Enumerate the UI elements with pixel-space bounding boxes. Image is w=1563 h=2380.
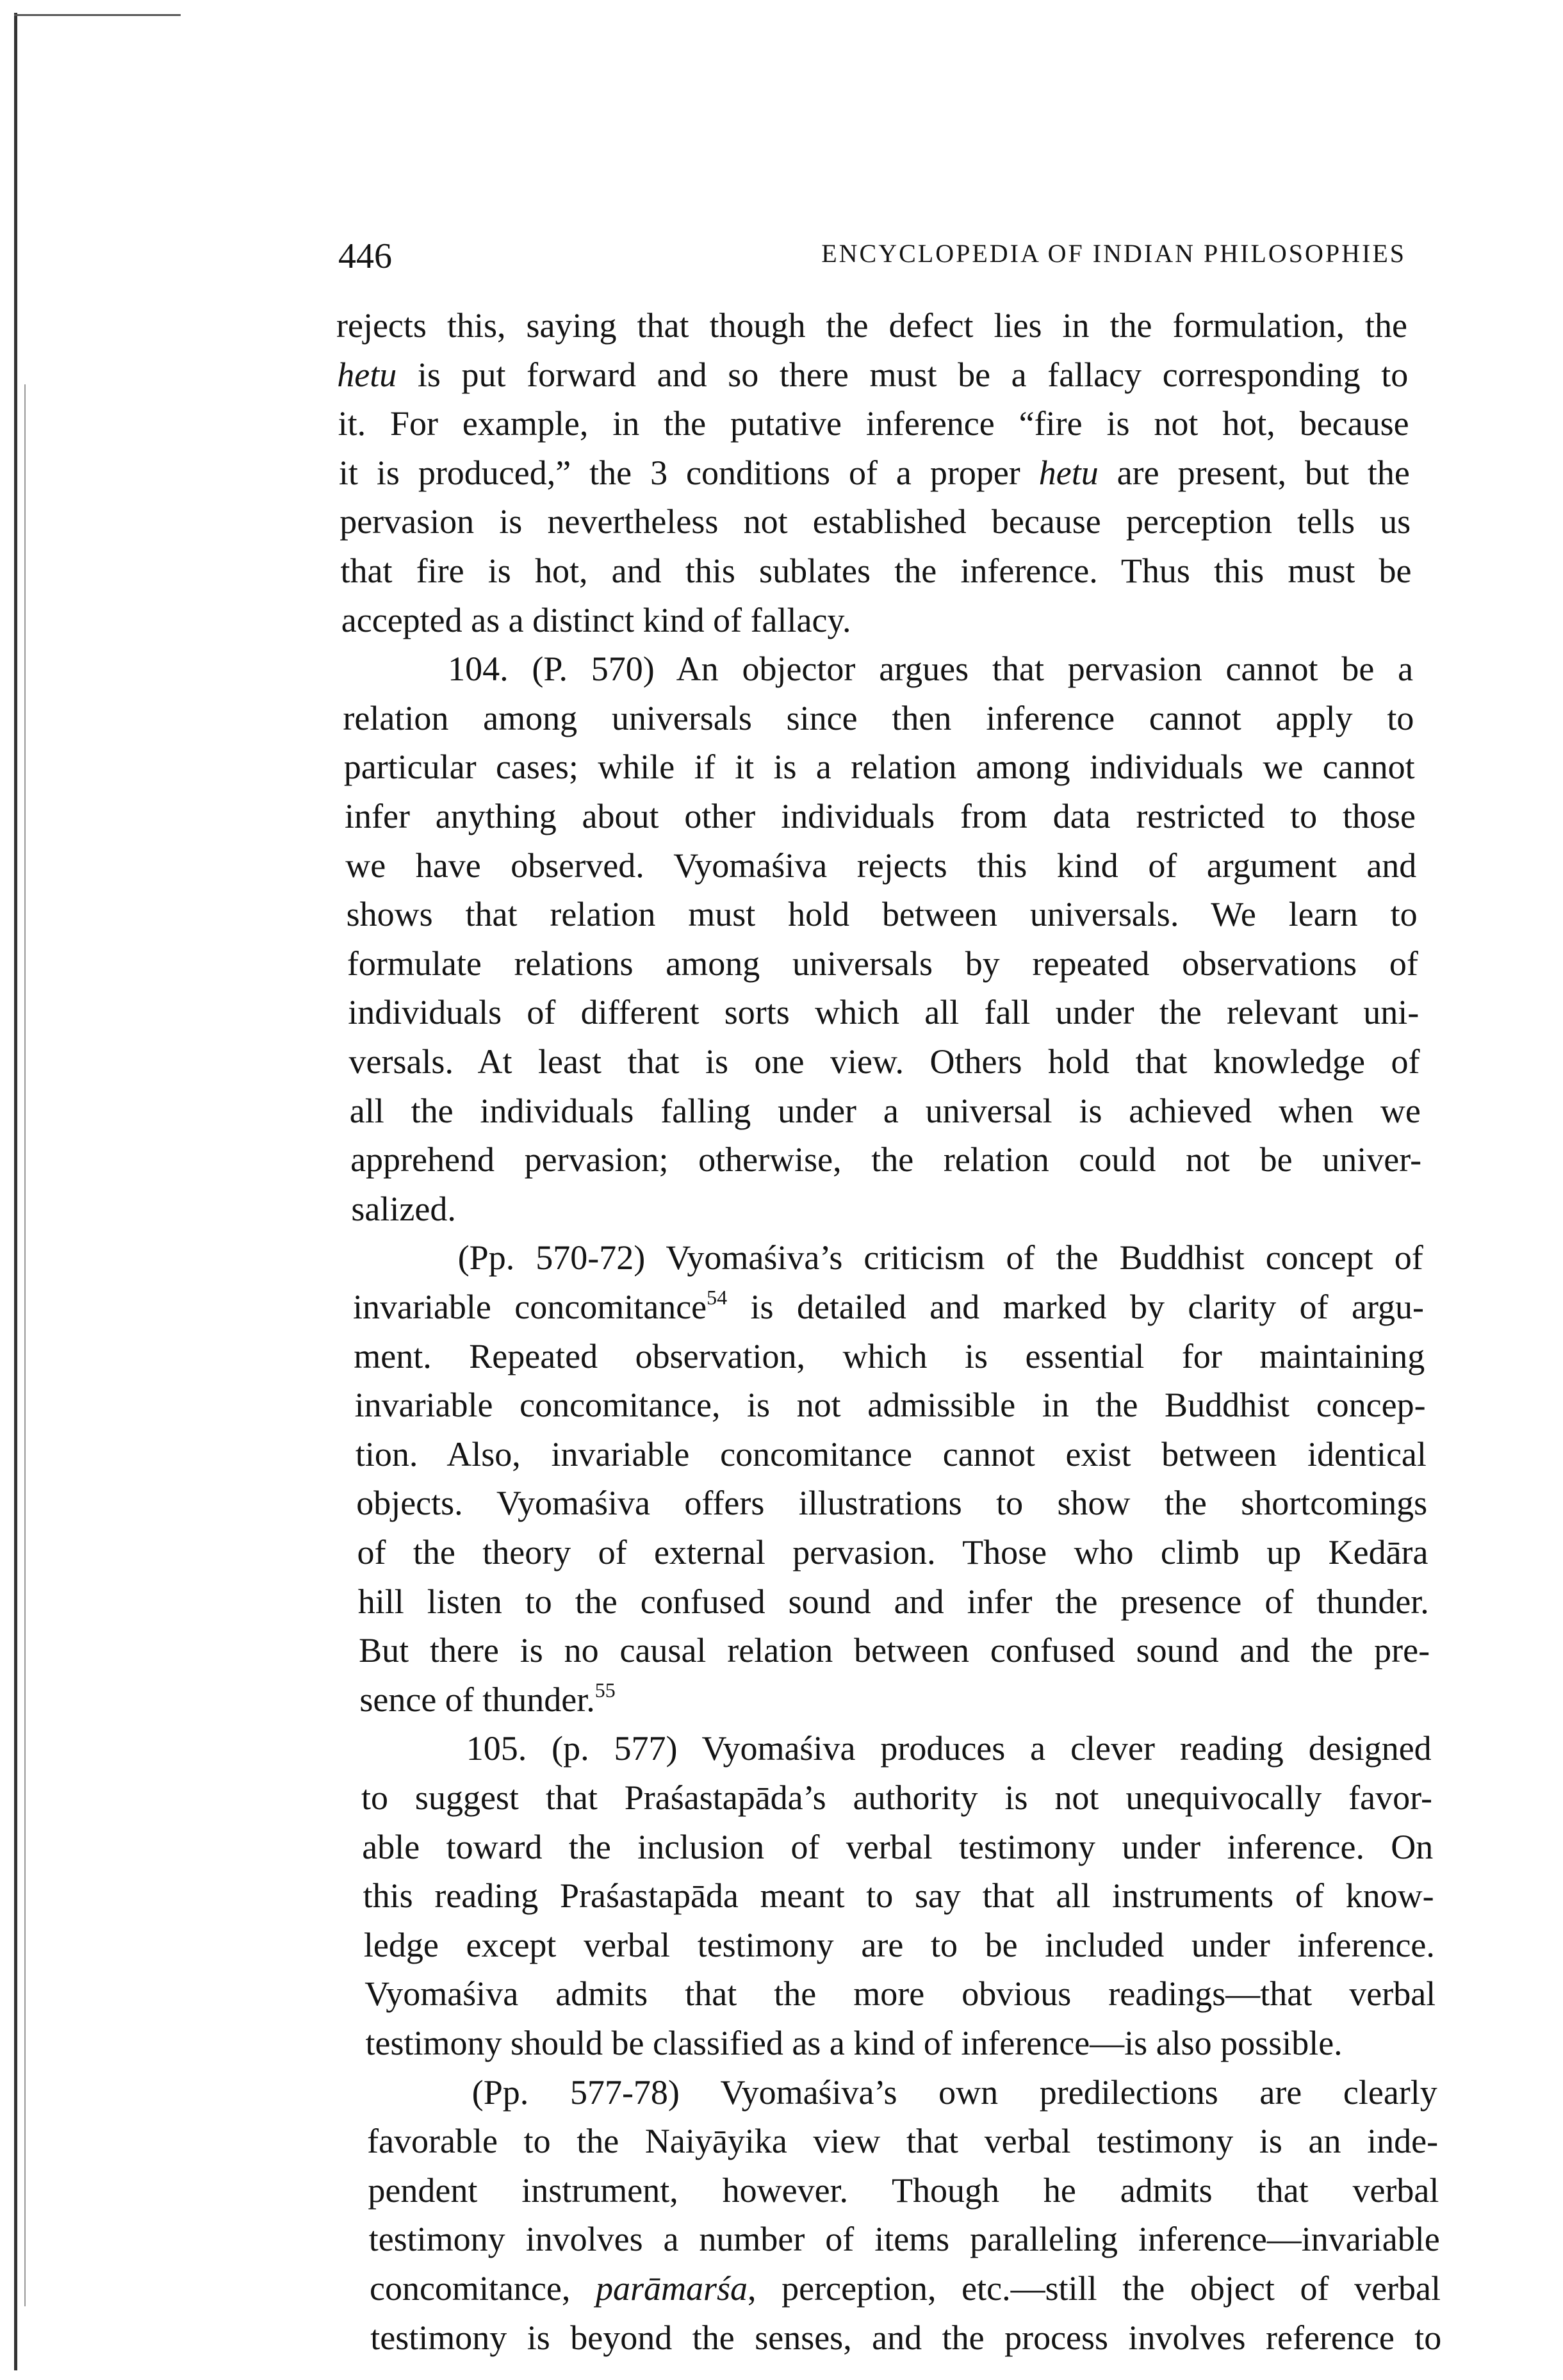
text-segment: But there is no causal relation between confused sound and the pre- (359, 1631, 1430, 1670)
text-segment: it is produced,” the 3 conditions of a proper (338, 453, 1039, 492)
text-segment: invariable concomitance, is not admissible in the Buddhist concep- (354, 1386, 1426, 1425)
text-line (369, 2215, 1440, 2263)
text-line (354, 1332, 1425, 1381)
text-line (349, 1037, 1420, 1086)
text-segment: are present, but the (1098, 453, 1410, 492)
text-segment: all the individuals falling under a universal is achieved when we (349, 1091, 1421, 1130)
page-number: 446 (338, 236, 392, 276)
text-segment: hill listen to the confused sound and infer the presence of thunder. (357, 1582, 1429, 1621)
text-segment: favorable to the Naiyāyika view that verbal testimony is an inde- (367, 2122, 1439, 2161)
text-line (341, 546, 1412, 595)
text-line (363, 1871, 1434, 1920)
footnote-ref: 55 (594, 1678, 616, 1702)
text-line (367, 2117, 1438, 2165)
footnote-ref: 54 (707, 1286, 728, 1309)
text-segment: , perception, etc.—still the object of verbal (748, 2269, 1441, 2308)
text-segment: this reading Praśastapāda meant to say that all instruments of know- (363, 1876, 1434, 1916)
italic-term: hetu (337, 355, 397, 394)
text-segment: to suggest that Praśastapāda’s authority is not unequivocally favor- (361, 1778, 1432, 1817)
text-segment: is detailed and marked by clarity of argu- (727, 1288, 1424, 1326)
scan-edge-line (14, 14, 181, 16)
text-line (364, 1921, 1435, 1969)
text-line (343, 694, 1414, 743)
text-line (352, 1233, 1423, 1282)
text-line (368, 2166, 1439, 2215)
text-segment: pendent instrument, however. Though he admits that verbal (368, 2171, 1439, 2210)
text-segment: rejects this, saying that though the defect lies in the formulation, the (336, 306, 1407, 345)
text-segment: individuals of different sorts which all fall under the relevant uni- (348, 993, 1420, 1032)
text-line (358, 1577, 1429, 1626)
text-segment: concomitance, (370, 2269, 596, 2308)
text-segment: it. For example, in the putative inference “fire is not hot, because (338, 404, 1409, 443)
text-segment: ment. Repeated observation, which is essential for maintaining (354, 1336, 1425, 1375)
text-line (342, 644, 1413, 693)
text-line (359, 1675, 1430, 1724)
italic-term: parāmarśa (595, 2269, 748, 2308)
text-segment: that fire is hot, and this sublates the inference. Thus this must be (340, 552, 1412, 590)
text-line (345, 841, 1416, 890)
text-segment: ledge except verbal testimony are to be included under inference. (363, 1925, 1435, 1964)
text-segment: 105. (p. 577) Vyomaśiva produces a clever reading designed (466, 1729, 1432, 1768)
text-line (339, 448, 1410, 497)
scan-edge-line (14, 13, 17, 2370)
text-line (357, 1528, 1428, 1577)
text-segment: testimony should be classified as a kind of inference—is also possible. (365, 2024, 1343, 2062)
scan-edge-line (24, 384, 26, 2306)
text-line (347, 939, 1418, 988)
text-line (340, 497, 1411, 546)
text-segment: able toward the inclusion of verbal testimony under inference. On (362, 1827, 1434, 1866)
text-segment: (Pp. 570-72) Vyomaśiva’s criticism of the Buddhist concept of (457, 1238, 1423, 1277)
text-line (350, 1087, 1421, 1135)
text-line (370, 2264, 1441, 2313)
text-line (345, 792, 1416, 841)
text-segment: shows that relation must hold between universals. We learn to (346, 895, 1418, 934)
text-segment: testimony involves a number of items paralleling inference—invariable (368, 2220, 1440, 2259)
text-segment: salized. (351, 1189, 456, 1228)
text-segment: particular cases; while if it is a relation among individuals we cannot (343, 748, 1415, 787)
text-line (355, 1381, 1426, 1429)
text-segment: sence of thunder. (359, 1680, 595, 1719)
text-segment: invariable concomitance (353, 1288, 707, 1326)
text-segment: objects. Vyomaśiva offers illustrations to show the shortcomings (356, 1484, 1428, 1523)
text-segment: pervasion is nevertheless not established because perception tells us (340, 502, 1411, 541)
text-segment: infer anything about other individuals from data restricted to those (345, 797, 1416, 835)
text-line (347, 890, 1418, 939)
text-segment: Vyomaśiva admits that the more obvious readings—that verbal (364, 1974, 1436, 2014)
text-line (361, 1773, 1432, 1822)
text-line (351, 1185, 1422, 1233)
text-segment: tion. Also, invariable concomitance cannot exist between identical (355, 1434, 1427, 1473)
text-segment: apprehend pervasion; otherwise, the relation could not be univer- (350, 1140, 1422, 1179)
text-segment: of the theory of external pervasion. Those who climb up Kedāra (357, 1533, 1428, 1572)
text-line (359, 1626, 1430, 1675)
text-line (348, 988, 1419, 1037)
text-line (366, 2019, 1437, 2067)
text-line (356, 1430, 1427, 1479)
text-line (336, 301, 1407, 350)
text-line (362, 1823, 1433, 1871)
text-line (341, 596, 1412, 644)
text-segment: is put forward and so there must be a fallacy corresponding to (397, 355, 1409, 394)
text-line (366, 2068, 1437, 2117)
text-line (370, 2313, 1441, 2362)
text-line (361, 1724, 1432, 1773)
text-line (338, 399, 1409, 448)
text-line (350, 1135, 1421, 1184)
text-line (353, 1283, 1424, 1331)
text-segment: 104. (P. 570) An objector argues that pervasion cannot be a (448, 650, 1414, 689)
italic-term: hetu (1038, 453, 1099, 492)
text-segment: accepted as a distinct kind of fallacy. (341, 600, 851, 639)
text-line (344, 743, 1415, 791)
text-line (356, 1479, 1427, 1527)
text-line (364, 1969, 1436, 2018)
text-line (337, 350, 1408, 399)
text-segment: versals. At least that is one view. Others hold that knowledge of (348, 1042, 1420, 1081)
text-segment: formulate relations among universals by repeated observations of (347, 944, 1418, 983)
text-segment: testimony is beyond the senses, and the process involves reference to (370, 2318, 1442, 2357)
text-segment: (Pp. 577-78) Vyomaśiva’s own predilections are clearly (471, 2072, 1437, 2112)
text-segment: relation among universals since then inference cannot apply to (343, 698, 1414, 737)
running-head: ENCYCLOPEDIA OF INDIAN PHILOSOPHIES (821, 239, 1406, 268)
text-segment: we have observed. Vyomaśiva rejects this kind of argument and (345, 846, 1417, 885)
